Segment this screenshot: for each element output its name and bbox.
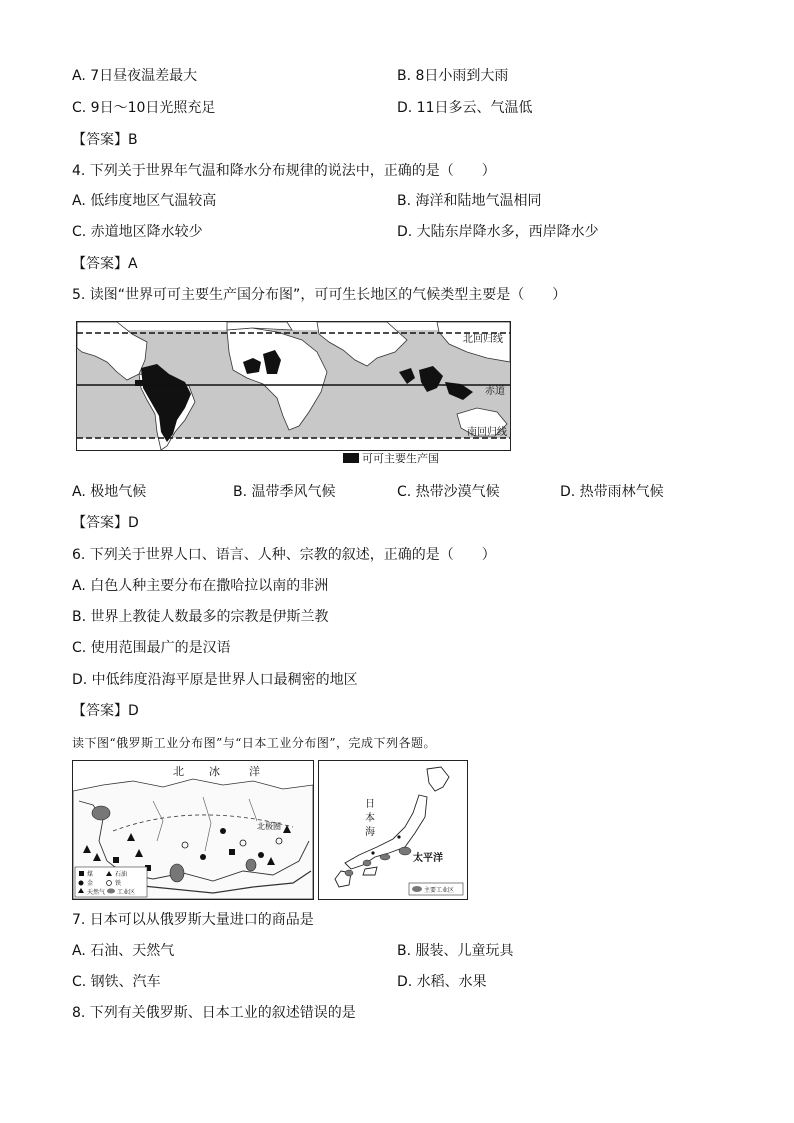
- q6-option-b: B. 世界上教徒人数最多的宗教是伊斯兰教: [72, 609, 329, 625]
- answer-label: 【答案】: [72, 132, 128, 148]
- q5-option-d: D. 热带雨林气候: [560, 484, 664, 500]
- japan-industry-map: [318, 760, 468, 900]
- q3-option-b: B. 8日小雨到大雨: [397, 68, 509, 84]
- answer-value: A: [128, 256, 138, 272]
- legend-industry-label: 工业区: [117, 889, 136, 896]
- answer-label: 【答案】: [72, 515, 128, 531]
- q5-option-b: B. 温带季风气候: [233, 484, 336, 500]
- russia-label-north: 北: [173, 765, 184, 778]
- answer-value: D: [128, 703, 139, 719]
- answer-label: 【答案】: [72, 256, 128, 272]
- arctic-circle-label: 北极圈: [257, 822, 281, 831]
- tropic-south-label: 南回归线: [467, 427, 507, 438]
- q3-option-a: A. 7日昼夜温差最大: [72, 68, 198, 84]
- q4-stem: 4. 下列关于世界年气温和降水分布规律的说法中，正确的是（ ）: [72, 163, 496, 179]
- russia-label-ice: 冰: [209, 765, 220, 778]
- q7-stem: 7. 日本可以从俄罗斯大量进口的商品是: [72, 912, 314, 928]
- q6-option-a: A. 白色人种主要分布在撒哈拉以南的非洲: [72, 578, 329, 594]
- q7-option-c: C. 钢铁、汽车: [72, 974, 161, 990]
- group-intro: 读下图“俄罗斯工业分布图”与“日本工业分布图”，完成下列各题。: [72, 736, 437, 750]
- equator-label: 赤道: [485, 386, 505, 397]
- russia-map-svg: [73, 761, 313, 899]
- q7-option-b: B. 服装、儿童玩具: [397, 943, 514, 959]
- cocoa-legend: [343, 451, 439, 467]
- answer-value: D: [128, 515, 139, 531]
- q4-option-b: B. 海洋和陆地气温相同: [397, 193, 542, 209]
- q3-option-c: C. 9日～10日光照充足: [72, 100, 216, 116]
- q3-answer: [72, 130, 138, 150]
- sea-of-japan-char-2: 本: [365, 813, 375, 824]
- q6-stem: 6. 下列关于世界人口、语言、人种、宗教的叙述，正确的是（ ）: [72, 547, 496, 563]
- sea-of-japan-char-1: 日: [365, 799, 375, 810]
- q4-option-d: D. 大陆东岸降水多，西岸降水少: [397, 224, 599, 240]
- pacific-label: 太平洋: [413, 853, 443, 864]
- legend-swatch-icon: [343, 453, 359, 463]
- sea-of-japan-char-3: 海: [365, 827, 375, 838]
- legend-gold-label: 金: [87, 880, 94, 887]
- russia-industry-map: [72, 760, 314, 900]
- cocoa-world-map: [76, 321, 511, 451]
- q5-stem: 5. 读图“世界可可主要生产国分布图”，可可生长地区的气候类型主要是（ ）: [72, 287, 567, 303]
- q7-option-a: A. 石油、天然气: [72, 943, 175, 959]
- legend-oil-label: 石油: [115, 871, 128, 878]
- legend-label: 可可主要生产国: [362, 452, 439, 465]
- legend-gas-label: 天然气: [87, 889, 106, 896]
- q5-option-c: C. 热带沙漠气候: [397, 484, 500, 500]
- answer-value: B: [128, 132, 138, 148]
- answer-label: 【答案】: [72, 703, 128, 719]
- q6-option-d: D. 中低纬度沿海平原是世界人口最稠密的地区: [72, 672, 358, 688]
- tropic-north-label: 北回归线: [463, 334, 503, 345]
- legend-coal-label: 煤: [87, 871, 94, 878]
- russia-label-ocean: 洋: [249, 765, 260, 778]
- q8-stem: 8. 下列有关俄罗斯、日本工业的叙述错误的是: [72, 1005, 356, 1021]
- q6-option-c: C. 使用范围最广的是汉语: [72, 640, 231, 656]
- q7-option-d: D. 水稻、水果: [397, 974, 487, 990]
- japan-legend-label: 主要工业区: [424, 887, 455, 894]
- q4-option-c: C. 赤道地区降水较少: [72, 224, 203, 240]
- q4-answer: [72, 254, 138, 274]
- japan-map-svg: [319, 761, 467, 899]
- q5-option-a: A. 极地气候: [72, 484, 147, 500]
- q3-option-d: D. 11日多云、气温低: [397, 100, 533, 116]
- q5-answer: [72, 513, 139, 533]
- q4-option-a: A. 低纬度地区气温较高: [72, 193, 217, 209]
- legend-iron-label: 铁: [115, 880, 122, 887]
- cocoa-map-svg: [77, 322, 510, 450]
- q6-answer: [72, 701, 139, 721]
